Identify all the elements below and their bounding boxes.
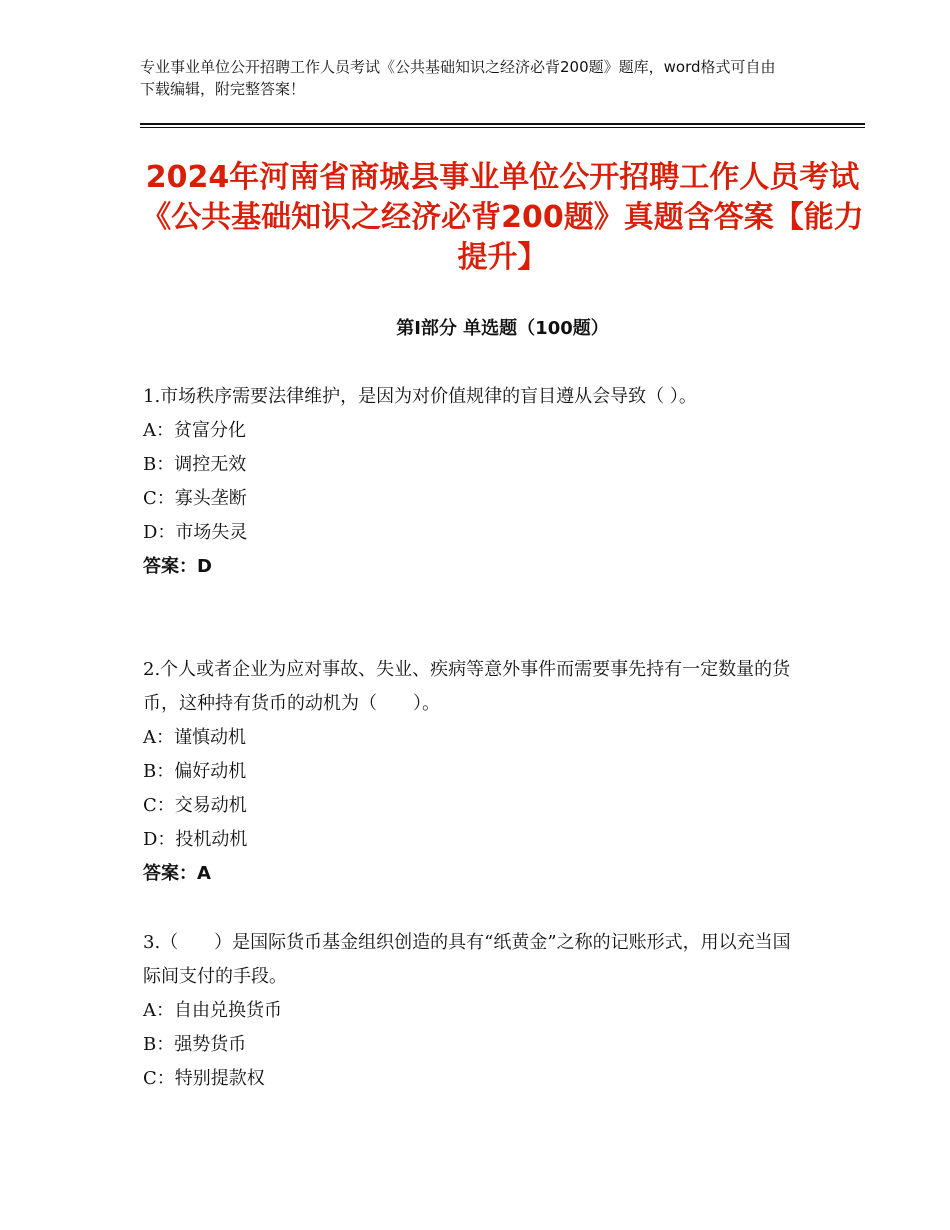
page-header: 专业事业单位公开招聘工作人员考试《公共基础知识之经济必背200题》题库，word格式可自由下载编辑，附完整答案！ (140, 58, 776, 98)
question-3 (143, 926, 803, 1096)
option-b: B：强势货币 (143, 1034, 247, 1055)
section-heading: 第Ⅰ部分 单选题（100题） (396, 318, 609, 339)
document-title: 2024年河南省商城县事业单位公开招聘工作人员考试《公共基础知识之经济必背200题》真题含答案【能力提升】 (141, 160, 864, 275)
option-b: B：偏好动机 (143, 761, 247, 782)
option-c: C：寡头垄断 (143, 488, 247, 509)
header-rule-thin (140, 127, 865, 128)
question-stem: 3.（ ）是国际货币基金组织创造的具有“纸黄金”之称的记账形式，用以充当国际间支付的手段。 (143, 932, 791, 987)
answer: 答案：D (143, 556, 212, 577)
option-b: B：调控无效 (143, 454, 247, 475)
option-c: C：交易动机 (143, 795, 247, 816)
question-2 (143, 653, 803, 891)
option-d: D：投机动机 (143, 829, 248, 850)
option-a: A：贫富分化 (143, 420, 246, 441)
option-a: A：谨慎动机 (143, 727, 246, 748)
header-rule-thick (140, 123, 865, 125)
option-a: A：自由兑换货币 (143, 1000, 282, 1021)
answer: 答案：A (143, 863, 211, 884)
question-stem: 1.市场秩序需要法律维护，是因为对价值规律的盲目遵从会导致（ ）。 (143, 386, 697, 407)
option-d: D：市场失灵 (143, 522, 248, 543)
question-stem: 2.个人或者企业为应对事故、失业、疾病等意外事件而需要事先持有一定数量的货币，这种持有货币的动机为（ ）。 (143, 659, 791, 714)
question-1 (143, 380, 803, 584)
option-c: C：特别提款权 (143, 1068, 265, 1089)
